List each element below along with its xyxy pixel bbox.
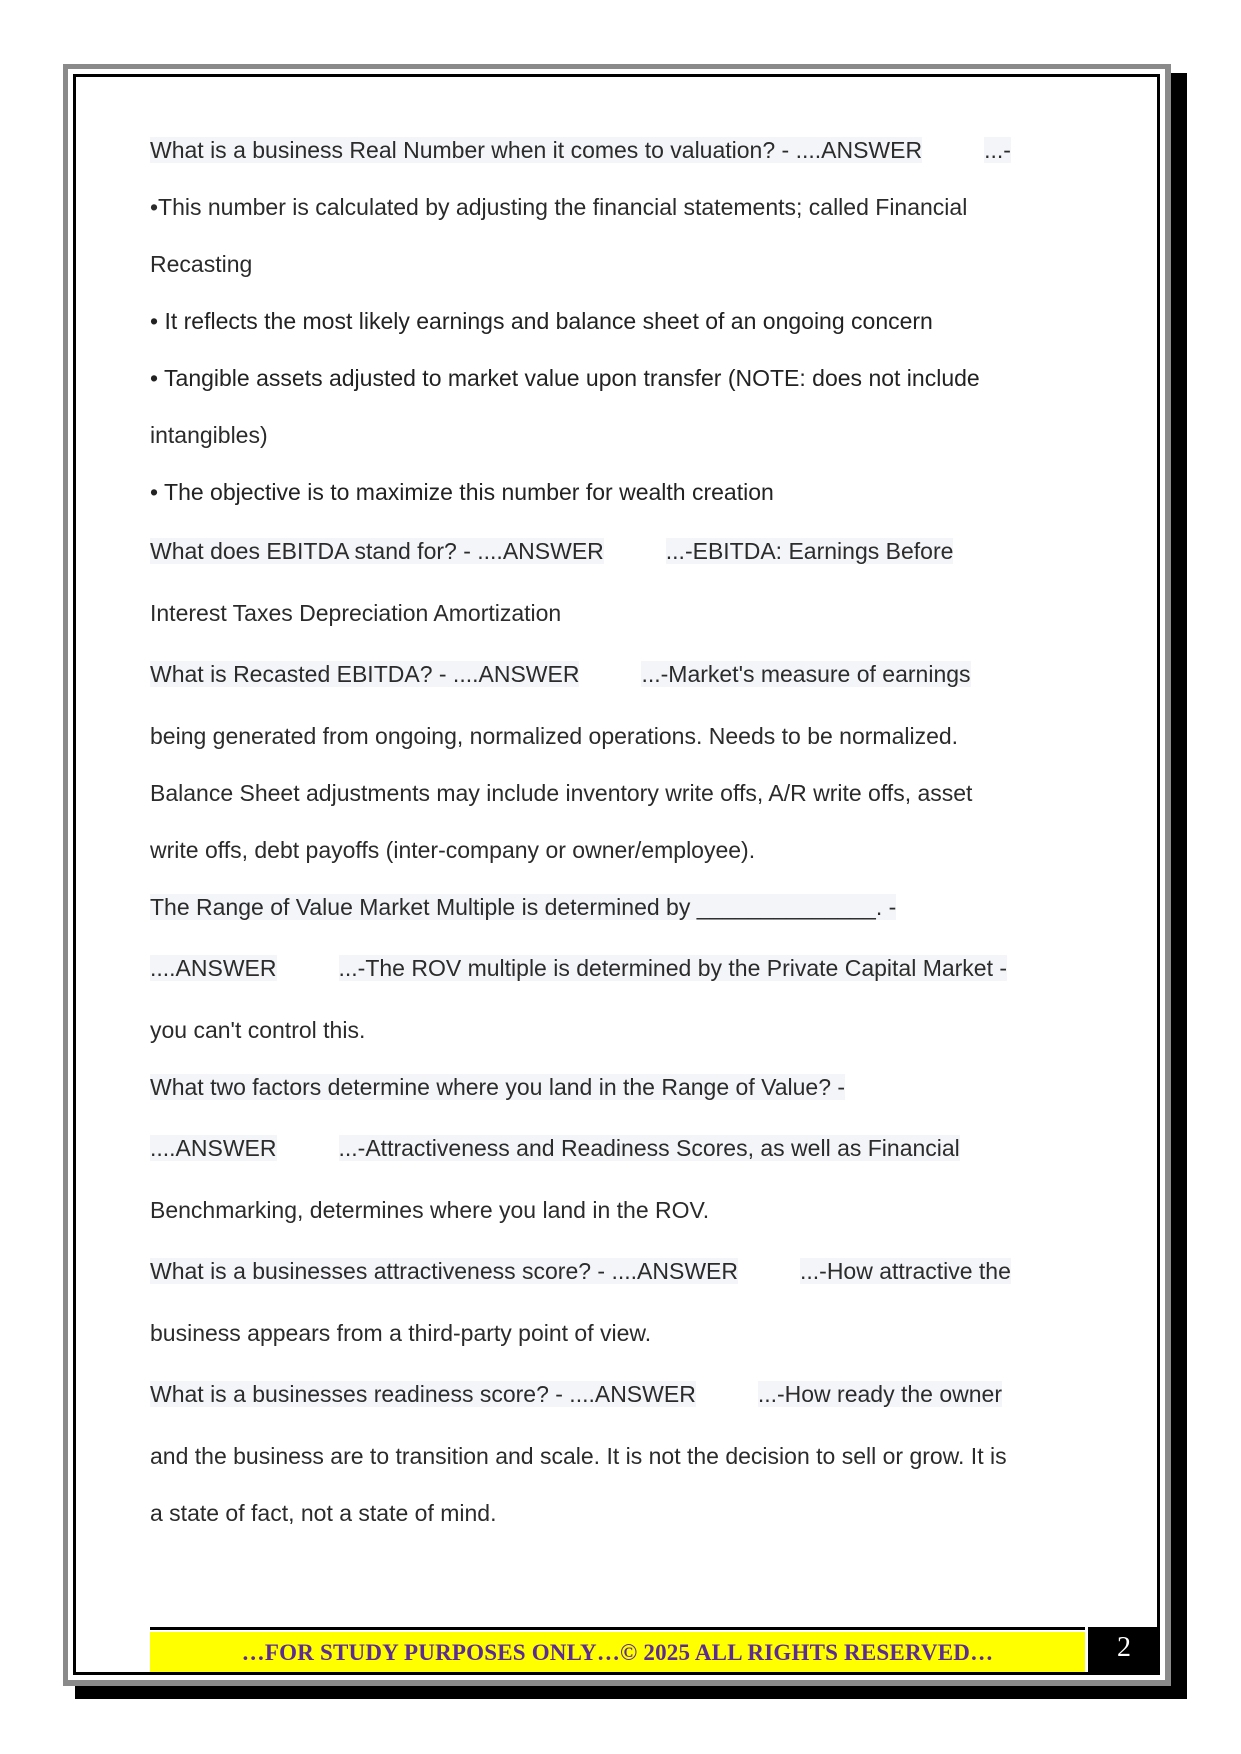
question-readiness [150, 1377, 1002, 1411]
line-text: • It reflects the most likely earnings and balance sheet of an ongoing concern [150, 308, 933, 334]
line-text: write offs, debt payoffs (inter-company or owner/employee). [150, 837, 756, 863]
line-text: Recasting [150, 251, 253, 277]
line-after: ...-How ready the owner [757, 1381, 1002, 1407]
line-text: What is a business Real Number when it comes to valuation? - ....ANSWER [150, 137, 923, 163]
answer-line [150, 833, 755, 867]
footer-rule [150, 1627, 1085, 1630]
answer-line [150, 719, 958, 753]
answer-line [150, 1013, 365, 1047]
answer-line [150, 1193, 709, 1227]
answer-line [150, 247, 252, 281]
answer-line [150, 1316, 651, 1350]
line-text: you can't control this. [150, 1017, 366, 1043]
line-text: The Range of Value Market Multiple is determined by ______________. - [150, 894, 897, 920]
line-text: business appears from a third-party point of view. [150, 1320, 652, 1346]
line-after: ...-Market's measure of earnings [641, 661, 971, 687]
line-text: ....ANSWER [150, 955, 277, 981]
answer-line [150, 596, 561, 630]
bullet-line [150, 361, 980, 395]
line-text: • Tangible assets adjusted to market value upon transfer (NOTE: does not include [150, 365, 980, 391]
page-number: 2 [1088, 1627, 1160, 1672]
line-text: What is Recasted EBITDA? - ....ANSWER [150, 661, 580, 687]
bullet-line [150, 475, 774, 509]
question-real-number [150, 133, 1011, 167]
answer-line [150, 1439, 1007, 1473]
line-text: being generated from ongoing, normalized operations. Needs to be normalized. [150, 723, 959, 749]
line-text: What is a businesses readiness score? - ....ANSWER [150, 1381, 696, 1407]
footer-notice: …FOR STUDY PURPOSES ONLY…© 2025 ALL RIGHTS RESERVED… [241, 1640, 994, 1665]
line-after: ...-Attractiveness and Readiness Scores, as well as Financial [338, 1135, 960, 1161]
answer-line [150, 190, 967, 224]
line-after: ...-EBITDA: Earnings Before [665, 538, 954, 564]
question-ebitda [150, 534, 953, 568]
line-text: What does EBITDA stand for? - ....ANSWER [150, 538, 604, 564]
question-two-factors [150, 1070, 845, 1104]
line-text: • The objective is to maximize this number for wealth creation [150, 479, 774, 505]
line-text: What is a businesses attractiveness score? - ....ANSWER [150, 1258, 738, 1284]
line-text: Benchmarking, determines where you land in the ROV. [150, 1197, 710, 1223]
bullet-line [150, 304, 933, 338]
answer-line [150, 1496, 496, 1530]
line-text: intangibles) [150, 422, 268, 448]
question-rov-multiple [150, 890, 896, 924]
answer-line [150, 776, 972, 810]
line-after: ...-How attractive the [799, 1258, 1011, 1284]
question-attractiveness [150, 1254, 1011, 1288]
line-after: ...-The ROV multiple is determined by the Private Capital Market - [338, 955, 1008, 981]
answer-two-factors [150, 1131, 960, 1165]
line-text: •This number is calculated by adjusting the financial statements; called Financial [150, 194, 968, 220]
answer-line [150, 418, 268, 452]
line-text: Interest Taxes Depreciation Amortization [150, 600, 562, 626]
line-text: and the business are to transition and scale. It is not the decision to sell or grow. It is [150, 1443, 1007, 1469]
line-text: ....ANSWER [150, 1135, 277, 1161]
line-after: ...- [984, 137, 1011, 163]
line-text: Balance Sheet adjustments may include inventory write offs, A/R write offs, asset [150, 780, 973, 806]
line-text: What two factors determine where you land in the Range of Value? - [150, 1074, 846, 1100]
question-recasted-ebitda [150, 657, 971, 691]
line-text: a state of fact, not a state of mind. [150, 1500, 497, 1526]
answer-rov-multiple [150, 951, 1007, 985]
